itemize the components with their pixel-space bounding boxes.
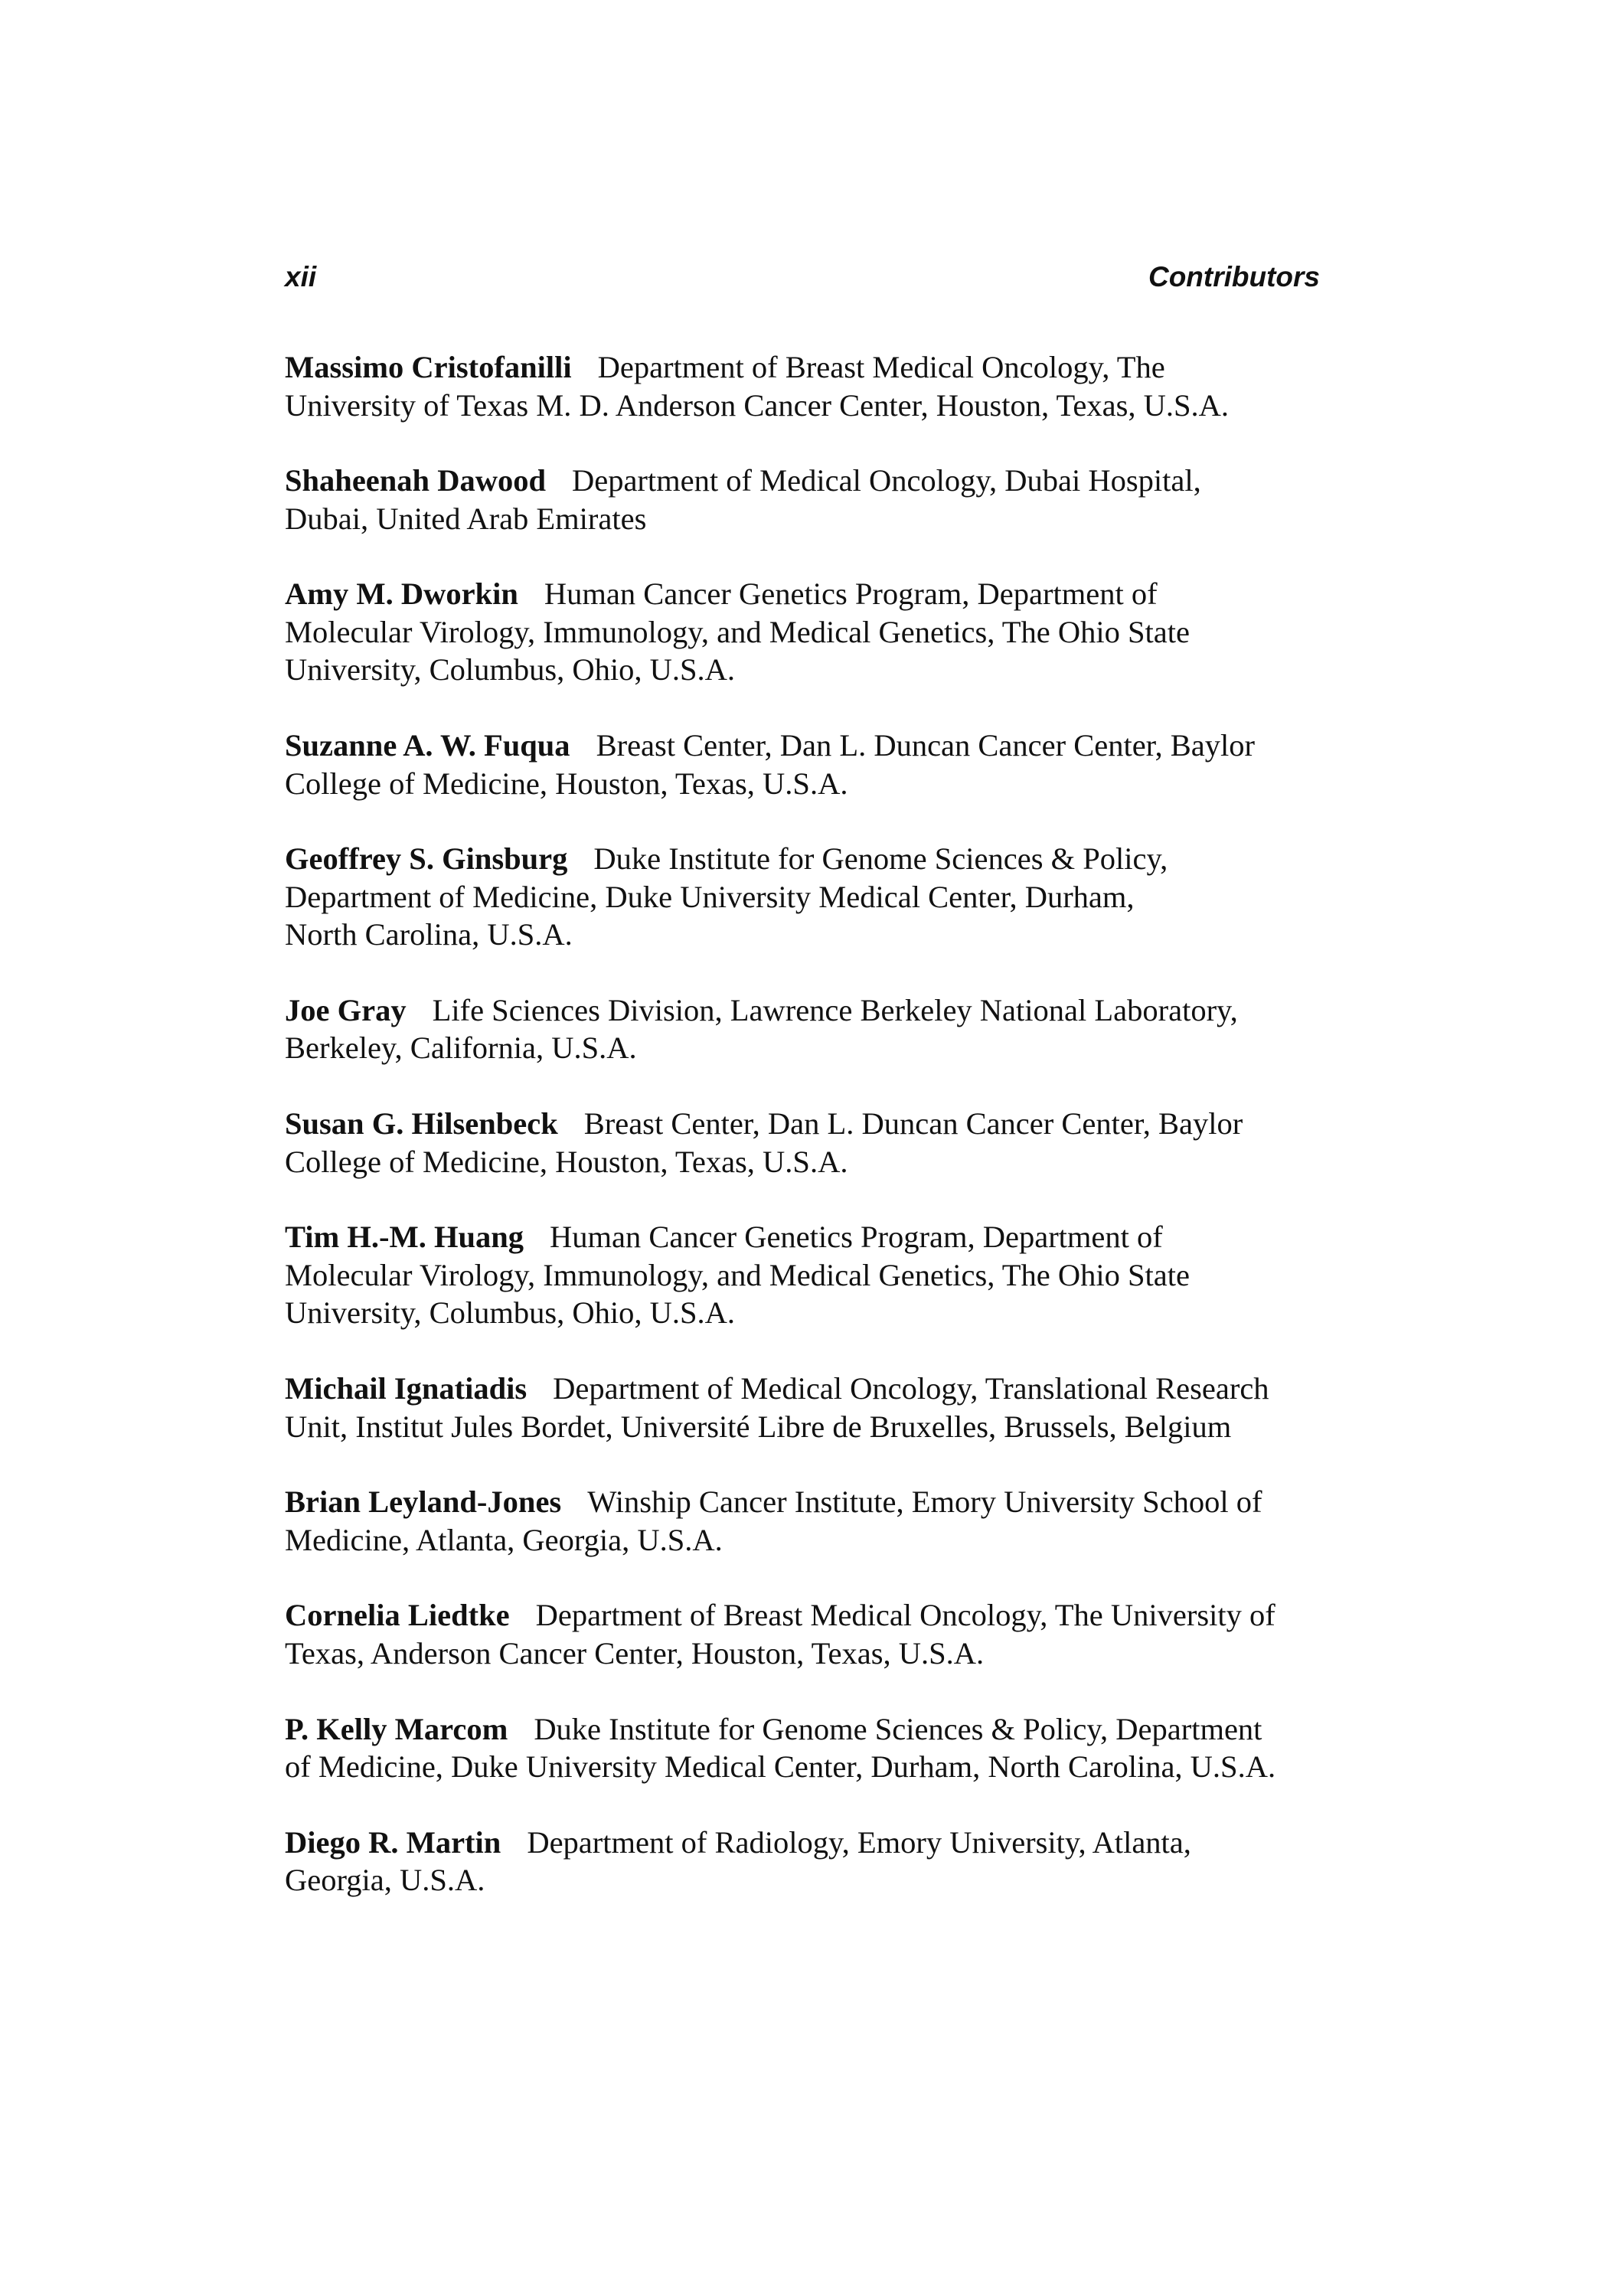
affiliation-text: Department of Medical Oncology, Dubai Hospital, <box>571 463 1201 498</box>
affiliation-text: Life Sciences Division, Lawrence Berkeley National Laboratory, <box>432 992 1238 1027</box>
affiliation-line <box>285 613 1320 652</box>
affiliation-text: Medicine, Atlanta, Georgia, U.S.A. <box>285 1522 723 1557</box>
affiliation-text: College of Medicine, Houston, Texas, U.S.A. <box>285 766 848 801</box>
affiliation-line <box>285 1861 1320 1899</box>
affiliation-text: Berkeley, California, U.S.A. <box>285 1030 637 1066</box>
affiliation-text: Breast Center, Dan L. Duncan Cancer Center, Baylor <box>583 1106 1243 1141</box>
affiliation-text: Texas, Anderson Cancer Center, Houston, Texas, U.S.A. <box>285 1635 985 1671</box>
contributor-name: Brian Leyland-Jones <box>285 1484 562 1520</box>
affiliation-line <box>285 387 1320 425</box>
contributor-entry <box>285 348 1320 424</box>
affiliation-text: University, Columbus, Ohio, U.S.A. <box>285 652 736 687</box>
affiliation-line <box>285 1635 1320 1673</box>
affiliation-line <box>285 840 1320 878</box>
affiliation-text: Department of Breast Medical Oncology, The <box>597 350 1165 384</box>
affiliation-text: of Medicine, Duke University Medical Center, Durham, North Carolina, U.S.A. <box>285 1749 1276 1785</box>
affiliation-line <box>285 1596 1320 1635</box>
affiliation-text: Department of Breast Medical Oncology, The University of <box>535 1598 1275 1633</box>
running-head <box>285 258 1320 296</box>
affiliation-text: Winship Cancer Institute, Emory University School of <box>587 1484 1262 1520</box>
affiliation-line <box>285 575 1320 613</box>
contributor-entry <box>285 1218 1320 1332</box>
affiliation-line <box>285 1105 1320 1143</box>
affiliation-line <box>285 1370 1320 1408</box>
affiliation-text: College of Medicine, Houston, Texas, U.S.A. <box>285 1144 848 1179</box>
page-number: xii <box>285 261 317 292</box>
affiliation-line <box>285 462 1320 500</box>
affiliation-text: Duke Institute for Genome Sciences & Policy, Department <box>534 1711 1262 1746</box>
contributor-name: Shaheenah Dawood <box>285 463 546 498</box>
affiliation-line <box>285 348 1320 387</box>
contributor-entry <box>285 991 1320 1067</box>
affiliation-line <box>285 1824 1320 1862</box>
contributor-name: Cornelia Liedtke <box>285 1598 510 1633</box>
affiliation-line <box>285 1256 1320 1295</box>
affiliation-text: University of Texas M. D. Anderson Cancer Center, Houston, Texas, U.S.A. <box>285 387 1230 423</box>
contributor-entry <box>285 575 1320 689</box>
affiliation-text: Department of Radiology, Emory University, Atlanta, <box>527 1824 1191 1860</box>
affiliation-line <box>285 1408 1320 1446</box>
affiliation-text: Department of Medical Oncology, Translational Research <box>553 1371 1269 1406</box>
affiliation-text: Molecular Virology, Immunology, and Medical Genetics, The Ohio State <box>285 1257 1190 1292</box>
affiliation-line <box>285 1748 1320 1786</box>
affiliation-line <box>285 1218 1320 1256</box>
affiliation-text: Georgia, U.S.A. <box>285 1863 485 1898</box>
affiliation-text: University, Columbus, Ohio, U.S.A. <box>285 1295 736 1331</box>
affiliation-text: Human Cancer Genetics Program, Department of <box>550 1220 1163 1255</box>
affiliation-text: Human Cancer Genetics Program, Department of <box>544 576 1158 612</box>
affiliation-line <box>285 500 1320 538</box>
affiliation-line <box>285 651 1320 689</box>
contributor-entry <box>285 1824 1320 1899</box>
affiliation-line <box>285 991 1320 1030</box>
contributor-name: Susan G. Hilsenbeck <box>285 1106 558 1141</box>
affiliation-line <box>285 1143 1320 1181</box>
affiliation-text: Duke Institute for Genome Sciences & Policy, <box>593 841 1168 877</box>
affiliation-line <box>285 916 1320 954</box>
affiliation-line <box>285 1029 1320 1067</box>
affiliation-text: Breast Center, Dan L. Duncan Cancer Center, Baylor <box>596 728 1256 763</box>
affiliation-line <box>285 878 1320 916</box>
contributor-name: Geoffrey S. Ginsburg <box>285 841 568 877</box>
contributor-name: Amy M. Dworkin <box>285 576 518 612</box>
affiliation-text: Unit, Institut Jules Bordet, Université Libre de Bruxelles, Brussels, Belgium <box>285 1409 1232 1444</box>
affiliation-text: Molecular Virology, Immunology, and Medical Genetics, The Ohio State <box>285 614 1190 649</box>
contributor-name: Suzanne A. W. Fuqua <box>285 728 570 763</box>
contributor-name: Diego R. Martin <box>285 1824 501 1860</box>
section-title: Contributors <box>1148 261 1320 292</box>
contributor-name: P. Kelly Marcom <box>285 1711 508 1746</box>
contributor-name: Massimo Cristofanilli <box>285 350 572 384</box>
contributor-entry <box>285 840 1320 954</box>
affiliation-line <box>285 765 1320 803</box>
affiliation-line <box>285 1294 1320 1332</box>
affiliation-text: Department of Medicine, Duke University Medical Center, Durham, <box>285 879 1135 914</box>
contributor-entry <box>285 1596 1320 1672</box>
affiliation-text: North Carolina, U.S.A. <box>285 917 573 952</box>
affiliation-line <box>285 1521 1320 1560</box>
contributor-entry <box>285 1105 1320 1181</box>
contributors-list <box>285 348 1320 1937</box>
affiliation-line <box>285 1710 1320 1749</box>
affiliation-line <box>285 727 1320 765</box>
contributor-entry <box>285 462 1320 537</box>
affiliation-text: Dubai, United Arab Emirates <box>285 501 647 536</box>
affiliation-line <box>285 1483 1320 1521</box>
contributor-entry <box>285 727 1320 802</box>
contributor-name: Michail Ignatiadis <box>285 1371 528 1406</box>
contributor-entry <box>285 1370 1320 1445</box>
contributor-entry <box>285 1483 1320 1559</box>
contributor-name: Tim H.-M. Huang <box>285 1220 524 1255</box>
contributor-entry <box>285 1710 1320 1786</box>
contributor-name: Joe Gray <box>285 992 407 1027</box>
